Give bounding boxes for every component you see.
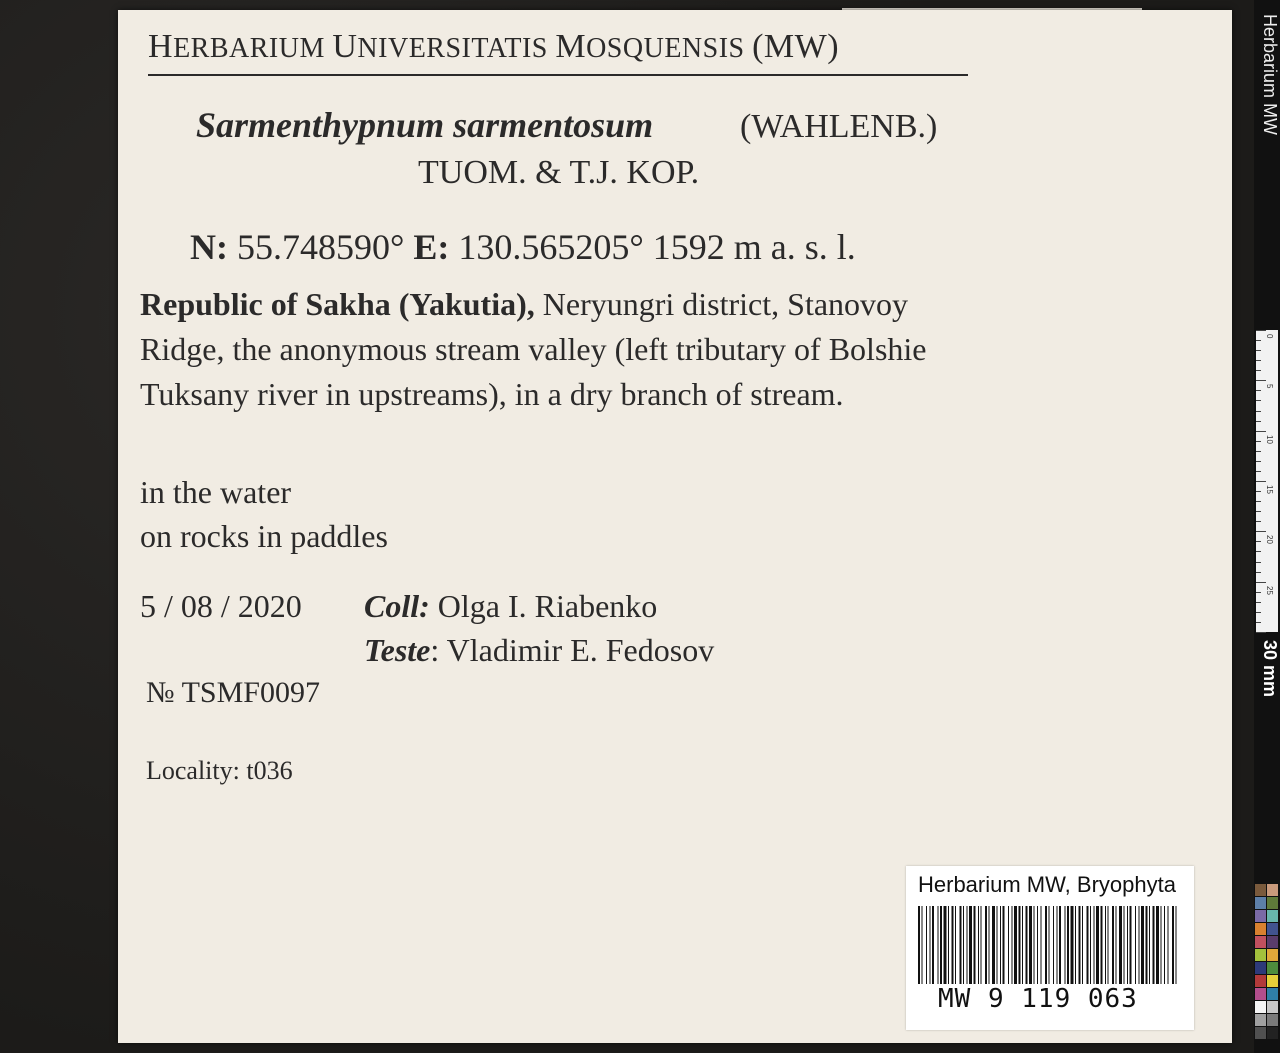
barcode-bar bbox=[1112, 906, 1114, 984]
taxon-author-2: TUOM. & T.J. KOP. bbox=[418, 154, 700, 191]
barcode-bar bbox=[1014, 906, 1017, 984]
color-swatch bbox=[1267, 962, 1278, 974]
habitat-line-2: on rocks in paddles bbox=[140, 518, 388, 554]
color-swatch bbox=[1267, 910, 1278, 922]
habitat bbox=[140, 470, 388, 558]
barcode-bar bbox=[940, 906, 942, 984]
barcode-bar bbox=[1164, 906, 1165, 984]
ruler-tick bbox=[1256, 521, 1261, 522]
ruler-tick bbox=[1256, 400, 1261, 401]
scale-ruler bbox=[1256, 330, 1278, 632]
barcode-bar bbox=[1071, 906, 1074, 984]
color-swatch bbox=[1267, 1027, 1278, 1039]
color-swatch bbox=[1255, 1014, 1266, 1026]
barcode-bar bbox=[1124, 906, 1125, 984]
color-swatch bbox=[1267, 884, 1278, 896]
taxon-author-1: (WAHLENB.) bbox=[740, 108, 938, 145]
barcode-bar bbox=[1022, 906, 1023, 984]
ruler-tick bbox=[1256, 390, 1261, 391]
barcode-bar bbox=[1153, 906, 1155, 984]
barcode-bar bbox=[997, 906, 998, 984]
barcode-bar bbox=[1045, 906, 1047, 984]
color-swatch bbox=[1255, 988, 1266, 1000]
barcode-bar bbox=[1161, 906, 1162, 984]
barcode-bar bbox=[1168, 906, 1169, 984]
color-swatch bbox=[1267, 936, 1278, 948]
ruler-tick bbox=[1256, 451, 1261, 452]
barcode-bar bbox=[1019, 906, 1021, 984]
barcode-bar bbox=[1119, 906, 1122, 984]
ruler-number: 25 bbox=[1265, 585, 1274, 595]
barcode-bar bbox=[1026, 906, 1028, 984]
collector: Coll: Olga I. Riabenko bbox=[364, 588, 658, 624]
barcode-bar bbox=[1094, 906, 1095, 984]
barcode-bar bbox=[960, 906, 962, 984]
coordinates: N: 55.748590° E: 130.565205° 1592 m a. s. l. bbox=[190, 227, 856, 267]
ruler-tick bbox=[1256, 612, 1261, 613]
ruler-tick bbox=[1256, 501, 1261, 502]
color-swatch bbox=[1267, 1001, 1278, 1013]
barcode-bar bbox=[1049, 906, 1050, 984]
color-swatch bbox=[1267, 1014, 1278, 1026]
barcode-bar bbox=[1008, 906, 1009, 984]
barcode-bar bbox=[969, 906, 972, 984]
barcode-bar bbox=[989, 906, 990, 984]
barcode-bar bbox=[1141, 906, 1144, 984]
ruler-tick bbox=[1256, 582, 1266, 583]
ruler-tick bbox=[1256, 411, 1261, 412]
color-swatch bbox=[1255, 923, 1266, 935]
barcode-bar bbox=[922, 906, 923, 984]
barcode-bars bbox=[916, 906, 1182, 984]
ruler-tick bbox=[1256, 340, 1261, 341]
locality-code: Locality: t036 bbox=[146, 756, 293, 785]
barcode-bar bbox=[944, 906, 947, 984]
ruler-tick bbox=[1256, 531, 1266, 532]
color-swatch bbox=[1255, 975, 1266, 987]
taxon-name: Sarmenthypnum sarmentosum bbox=[196, 105, 654, 145]
barcode-bar bbox=[1082, 906, 1083, 984]
barcode-bar bbox=[974, 906, 976, 984]
ruler-tick bbox=[1256, 562, 1261, 563]
ruler-number: 15 bbox=[1265, 485, 1274, 494]
ruler-tick bbox=[1256, 350, 1261, 351]
color-swatch bbox=[1255, 962, 1266, 974]
ruler-tick bbox=[1256, 551, 1261, 552]
barcode-bar bbox=[1146, 906, 1148, 984]
barcode-bar bbox=[1101, 906, 1103, 984]
ruler-tick bbox=[1256, 441, 1261, 442]
barcode-bar bbox=[1053, 906, 1054, 984]
barcode-bar bbox=[1000, 906, 1001, 984]
barcode-bar bbox=[1090, 906, 1091, 984]
color-swatch bbox=[1267, 897, 1278, 909]
barcode-bar bbox=[967, 906, 968, 984]
ruler-tick bbox=[1256, 330, 1266, 331]
ruler-tick bbox=[1256, 632, 1266, 633]
barcode-bar bbox=[1127, 906, 1128, 984]
ruler-tick bbox=[1256, 380, 1266, 381]
ruler-tick bbox=[1256, 602, 1261, 603]
barcode-bar bbox=[1139, 906, 1140, 984]
barcode-bar bbox=[932, 906, 934, 984]
barcode-bar bbox=[1130, 906, 1132, 984]
ruler-tick bbox=[1256, 491, 1261, 492]
ruler-tick bbox=[1256, 421, 1261, 422]
ruler-tick bbox=[1256, 471, 1261, 472]
color-swatch bbox=[1267, 923, 1278, 935]
barcode-bar bbox=[918, 906, 920, 984]
barcode-bar bbox=[981, 906, 982, 984]
color-swatch bbox=[1255, 936, 1266, 948]
color-swatch bbox=[1267, 975, 1278, 987]
barcode-label bbox=[906, 866, 1194, 1030]
barcode-bar bbox=[1057, 906, 1058, 984]
color-checker bbox=[1255, 884, 1279, 1044]
habitat-line-1: in the water bbox=[140, 474, 292, 510]
specimen-number: № TSMF0097 bbox=[146, 676, 320, 709]
color-swatch bbox=[1255, 897, 1266, 909]
ruler-tick bbox=[1256, 572, 1261, 573]
barcode-bar bbox=[1029, 906, 1032, 984]
ruler-tick bbox=[1256, 360, 1261, 361]
barcode-bar bbox=[1067, 906, 1069, 984]
herbarium-title: HERBARIUM UNIVERSITATIS MOSQUENSIS (MW) bbox=[148, 28, 968, 76]
barcode-bar bbox=[955, 906, 956, 984]
ruler-tick bbox=[1256, 511, 1261, 512]
barcode-bar bbox=[1156, 906, 1159, 984]
side-herbarium-title: Herbarium MW bbox=[1260, 14, 1280, 136]
color-swatch bbox=[1255, 949, 1266, 961]
barcode-bar bbox=[963, 906, 964, 984]
scale-label: 30 mm bbox=[1260, 640, 1280, 698]
barcode-bar bbox=[1065, 906, 1066, 984]
ruler-tick bbox=[1256, 431, 1266, 432]
barcode-bar bbox=[1059, 906, 1061, 984]
ruler-number: 10 bbox=[1265, 434, 1274, 444]
locality-text: Republic of Sakha (Yakutia), Neryungri district, Stanovoy Ridge, the anonymous stream valley (left tributary of Bolshie Tuksany river in upstreams), in a dry branch of stream. bbox=[140, 286, 927, 412]
barcode-bar bbox=[926, 906, 927, 984]
color-swatch bbox=[1255, 910, 1266, 922]
collection-date: 5 / 08 / 2020 bbox=[140, 588, 302, 624]
barcode-number: MW 9 119 063 bbox=[938, 984, 1138, 1014]
barcode-bar bbox=[1176, 906, 1177, 984]
ruler-number: 20 bbox=[1265, 535, 1274, 545]
barcode-bar bbox=[1108, 906, 1109, 984]
barcode-bar bbox=[1012, 906, 1013, 984]
barcode-bar bbox=[1037, 906, 1038, 984]
barcode-bar bbox=[1105, 906, 1106, 984]
barcode-bar bbox=[938, 906, 939, 984]
color-swatch bbox=[1267, 949, 1278, 961]
barcode-bar bbox=[1135, 906, 1136, 984]
barcode-bar bbox=[978, 906, 979, 984]
color-swatch bbox=[1267, 988, 1278, 1000]
barcode-bar bbox=[1079, 906, 1081, 984]
barcode-title: Herbarium MW, Bryophyta bbox=[918, 872, 1176, 897]
ruler-number: 0 bbox=[1265, 334, 1274, 339]
teste: Teste: Vladimir E. Fedosov bbox=[364, 632, 715, 668]
barcode-bar bbox=[948, 906, 949, 984]
barcode-bar bbox=[1003, 906, 1005, 984]
ruler-tick bbox=[1256, 461, 1261, 462]
barcode-bar bbox=[1075, 906, 1076, 984]
barcode-bar bbox=[1149, 906, 1150, 984]
ruler-tick bbox=[1256, 622, 1261, 623]
barcode-bar bbox=[992, 906, 995, 984]
ruler-tick bbox=[1256, 592, 1261, 593]
barcode-bar bbox=[1116, 906, 1117, 984]
barcode-bar bbox=[1034, 906, 1035, 984]
barcode-bar bbox=[985, 906, 987, 984]
barcode-bar bbox=[1096, 906, 1099, 984]
barcode-bar bbox=[1041, 906, 1042, 984]
barcode-bar bbox=[1087, 906, 1089, 984]
color-swatch bbox=[1255, 1001, 1266, 1013]
barcode-bar bbox=[1172, 906, 1174, 984]
ruler-tick bbox=[1256, 541, 1261, 542]
barcode-bar bbox=[930, 906, 931, 984]
barcode-bar bbox=[952, 906, 954, 984]
ruler-tick bbox=[1256, 370, 1261, 371]
ruler-tick bbox=[1256, 481, 1266, 482]
color-swatch bbox=[1255, 884, 1266, 896]
ruler-number: 5 bbox=[1265, 384, 1274, 389]
color-swatch bbox=[1255, 1027, 1266, 1039]
